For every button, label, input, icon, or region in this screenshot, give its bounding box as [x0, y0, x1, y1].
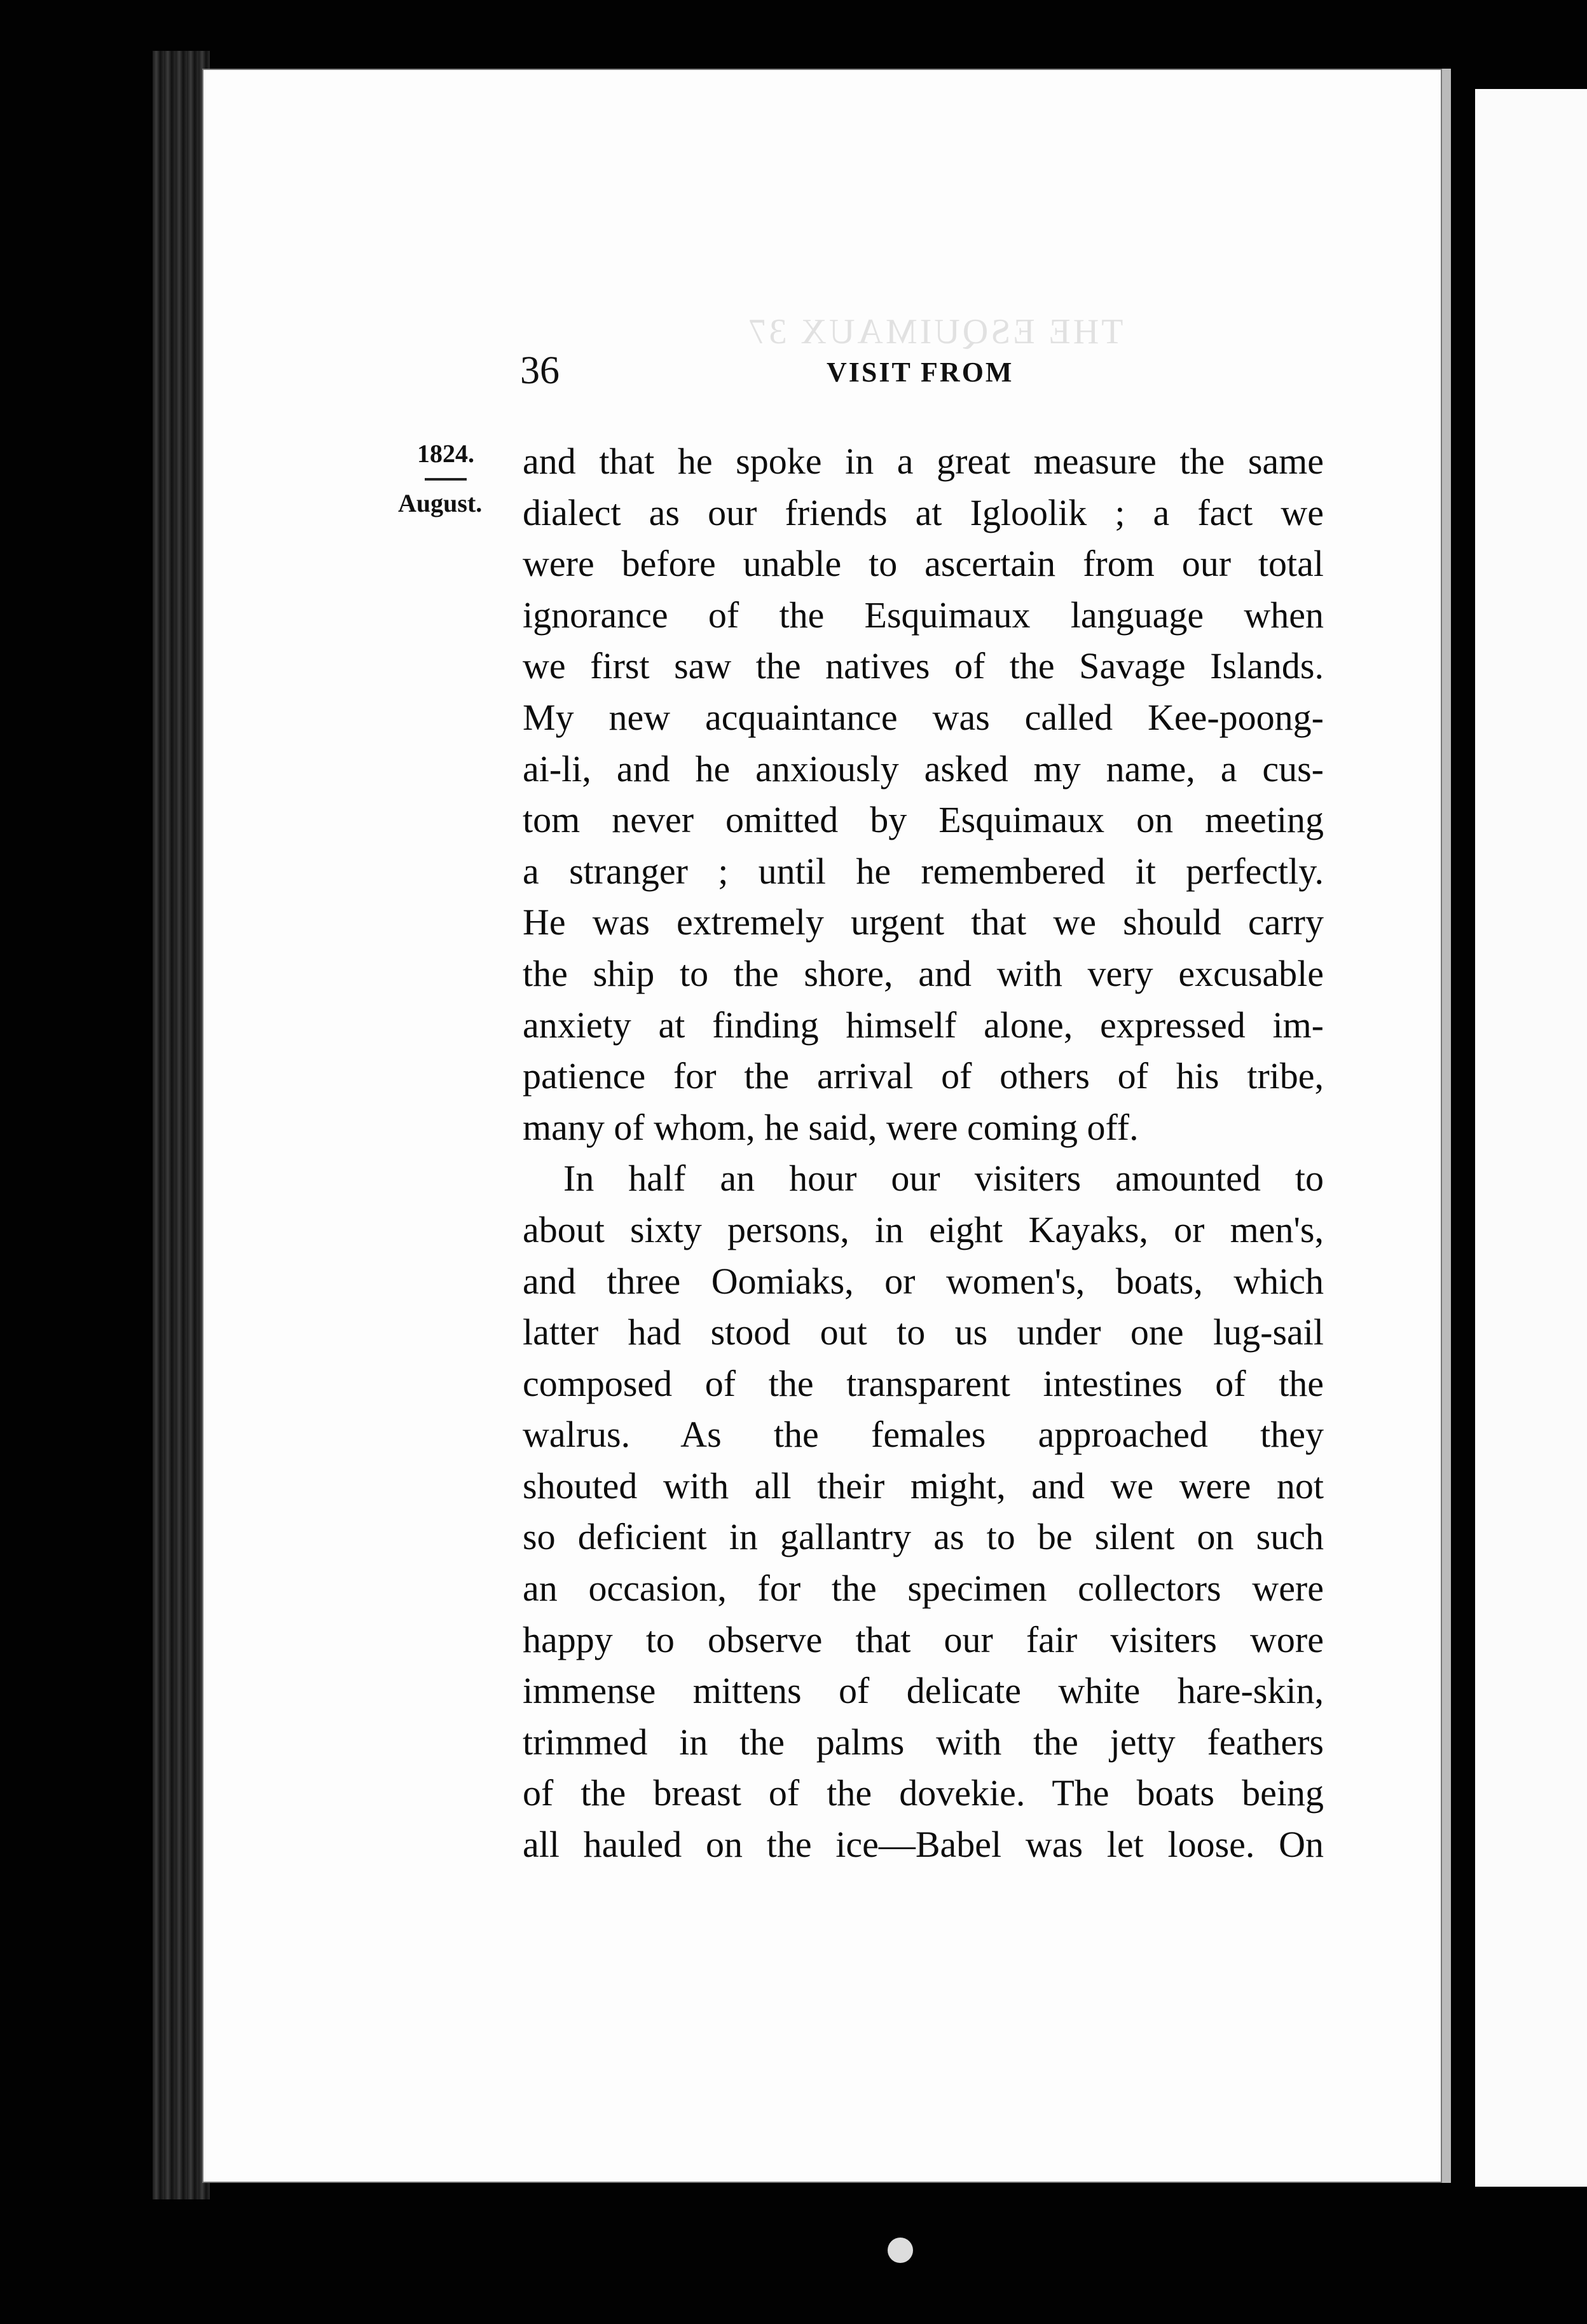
text-line: and that he spoke in a great measure the same [523, 441, 1324, 482]
text-line: a stranger ; until he remembered it perfectly. [523, 850, 1324, 892]
text-line: immense mittens of delicate white hare-skin, [523, 1670, 1324, 1712]
text-line: tom never omitted by Esquimaux on meeting [523, 799, 1324, 841]
text-line: composed of the transparent intestines of the [523, 1362, 1324, 1404]
text-line: ignorance of the Esquimaux language when [523, 594, 1324, 636]
text-line: were before unable to ascertain from our total [523, 543, 1324, 585]
text-line: we first saw the natives of the Savage Islands. [523, 645, 1324, 687]
text-line: of the breast of the dovekie. The boats being [523, 1772, 1324, 1814]
text-line: shouted with all their might, and we were not [523, 1465, 1324, 1507]
text-line: the ship to the shore, and with very excusable [523, 952, 1324, 994]
text-line: patience for the arrival of others of his tribe, [523, 1055, 1324, 1097]
text-line: so deficient in gallantry as to be silent on such [523, 1516, 1324, 1558]
book-binding [153, 51, 210, 2199]
text-line: latter had stood out to us under one lug-sail [523, 1311, 1324, 1353]
text-line: He was extremely urgent that we should carry [523, 901, 1324, 943]
running-head: VISIT FROM [827, 357, 1014, 388]
text-line: ai-li, and he anxiously asked my name, a cus- [523, 748, 1324, 789]
text-line: about sixty persons, in eight Kayaks, or men's, [523, 1208, 1324, 1250]
text-line: and three Oomiaks, or women's, boats, which [523, 1260, 1324, 1302]
text-line: anxiety at finding himself alone, expressed im- [523, 1004, 1324, 1046]
page-edge [1442, 69, 1451, 2183]
text-line: dialect as our friends at Igloolik ; a fact we [523, 491, 1324, 533]
margin-year: 1824. [417, 439, 474, 468]
text-line: many of whom, he said, were coming off. [523, 1106, 1139, 1148]
text-line: an occasion, for the specimen collectors were [523, 1568, 1324, 1610]
text-line: all hauled on the ice—Babel was let loose. On [523, 1824, 1324, 1866]
text-line: happy to observe that our fair visiters wore [523, 1618, 1324, 1660]
text-line: walrus. As the females approached they [523, 1414, 1324, 1456]
facing-page-edge [1475, 89, 1587, 2187]
ink-smudge [888, 2238, 913, 2263]
text-line: My new acquaintance was called Kee-poong- [523, 696, 1324, 738]
bleed-through-text: THE ESQUIMAUX 37 [746, 312, 1123, 352]
body-text [523, 436, 1324, 1871]
margin-month: August. [398, 489, 483, 517]
text-line: trimmed in the palms with the jetty feathers [523, 1721, 1324, 1763]
text-line: In half an hour our visiters amounted to [563, 1158, 1324, 1200]
page-number: 36 [520, 349, 560, 392]
margin-rule [425, 478, 467, 481]
